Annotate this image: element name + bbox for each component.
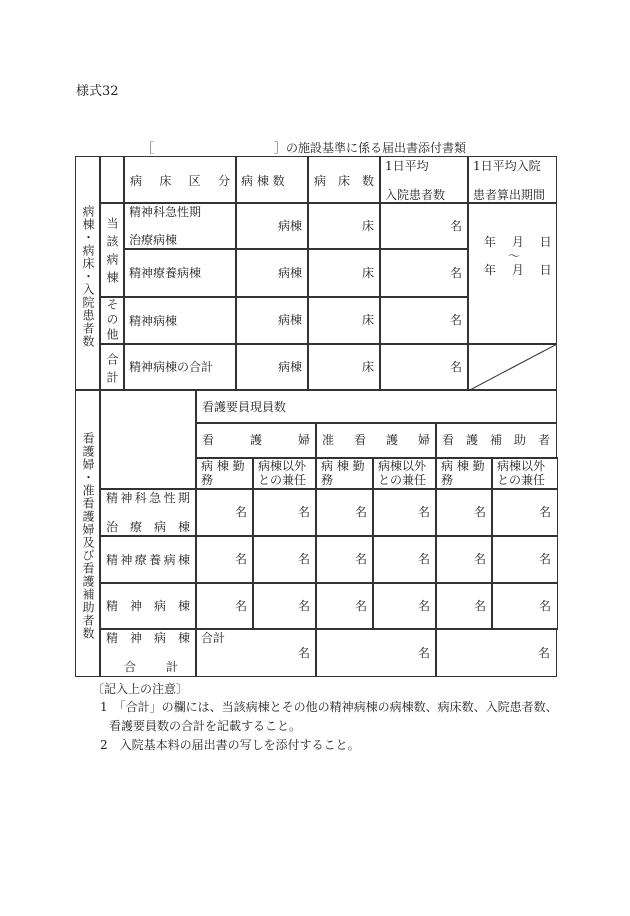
header-kubun[interactable] [123, 156, 237, 204]
cell-text: 名 [354, 505, 367, 519]
staff-count-input[interactable] [372, 535, 437, 584]
char: 護 [465, 433, 478, 447]
staff-count-input[interactable] [315, 582, 374, 630]
assoc-nurse-header[interactable] [315, 422, 437, 459]
sub-header-ward-duty[interactable] [435, 457, 493, 490]
cell-text: 名 [473, 552, 486, 566]
cell-text: 名 [234, 552, 247, 566]
blank-header[interactable] [99, 156, 125, 204]
note-1-cont: 看護要員数の合計を記載すること。 [109, 719, 302, 733]
cell-text: 合計 [105, 353, 119, 389]
char: 療 [129, 520, 142, 534]
group-total[interactable] [99, 343, 125, 391]
cell-text: 病棟 [277, 265, 302, 280]
cell-text: 1日平均入院 [473, 159, 541, 173]
char: 精 [106, 599, 119, 613]
char: 病 [153, 631, 166, 645]
char: 床 [337, 174, 350, 188]
char: 分 [217, 174, 230, 188]
staff-count-input[interactable] [435, 582, 493, 630]
char: 婦 [417, 433, 430, 447]
cell-text [106, 491, 190, 505]
staff-count-input[interactable] [435, 488, 493, 537]
cell-text: 名 [449, 218, 462, 233]
staff-count-input[interactable] [491, 488, 558, 537]
cell-text: 看護要員現員数 [202, 400, 287, 414]
cell-text: 名 [473, 598, 486, 613]
diagonal-line [468, 344, 557, 391]
cell-text: との兼任 [378, 473, 427, 487]
cell-text: 病 棟 勤 [441, 459, 485, 473]
beds-input-2[interactable] [307, 248, 381, 298]
note-2: 2 入院基本料の届出書の写しを添付すること。 [100, 738, 360, 752]
cell-text: 名 [473, 505, 486, 519]
cell-text: 精神療養病棟 [129, 266, 202, 280]
cell-text: 精神病棟 [129, 314, 178, 328]
cell-text [442, 433, 550, 447]
note-1: 1 「合計」の欄には、当該病棟とその他の精神病棟の病棟数、病床数、入院患者数、 [100, 700, 558, 714]
section2-side[interactable] [75, 389, 101, 677]
char: 精 [106, 491, 119, 505]
cell-text: 当該病棟 [105, 217, 119, 289]
cell-text: 年 月 日 [484, 263, 552, 277]
char: 急 [149, 491, 162, 505]
cell-text: 名 [538, 505, 551, 519]
char: 棟 [177, 520, 190, 534]
cell-text: 名 [297, 646, 310, 660]
staff-count-input[interactable] [195, 535, 254, 584]
cell-text: 床 [361, 218, 374, 233]
cell-text: 床 [361, 313, 374, 327]
char: 性 [163, 491, 176, 505]
cell-text: との兼任 [497, 473, 546, 487]
char: 護 [385, 433, 398, 447]
beds-input-3[interactable] [307, 296, 381, 345]
cell-text: 名 [297, 598, 310, 613]
cell-text: 名 [449, 265, 462, 280]
cell-text: 名 [417, 646, 430, 660]
patients-input-3[interactable] [379, 296, 469, 345]
group-current[interactable] [99, 202, 125, 298]
cell-text: 名 [234, 598, 247, 613]
char: 合 [124, 660, 137, 674]
cell-text: との兼任 [258, 473, 307, 487]
staff-count-input[interactable] [195, 582, 254, 630]
char: 補 [489, 433, 502, 447]
cell-text: 病 棟 勤 [321, 459, 365, 473]
header-period[interactable] [467, 156, 557, 204]
cell-text: 名 [449, 359, 462, 374]
cell-text: 病棟 [277, 359, 302, 374]
patients-input-4[interactable] [379, 343, 469, 391]
staff-count-input[interactable] [491, 582, 558, 630]
staff-count-input[interactable] [252, 582, 317, 630]
wards-input-3[interactable] [235, 296, 309, 345]
staff-row-label-total[interactable] [99, 628, 197, 677]
period-input[interactable] [467, 202, 557, 345]
char: 科 [134, 491, 147, 505]
staff-count-input[interactable] [252, 535, 317, 584]
char: 神 [120, 553, 133, 567]
total-aide-input[interactable] [435, 628, 557, 677]
char: 病 [130, 174, 143, 188]
wards-input-2[interactable] [235, 248, 309, 298]
beds-input-4[interactable] [307, 343, 381, 391]
char: 神 [120, 491, 133, 505]
char: 養 [149, 553, 162, 567]
cell-text: 年 月 日 [484, 235, 552, 249]
cell-text: 精神科急性期 [129, 205, 202, 219]
cell-text [106, 520, 190, 534]
cell-text [202, 433, 310, 447]
cell-text: 精神病棟の合計 [129, 360, 214, 374]
staff-count-input[interactable] [372, 582, 437, 630]
cell-text: 床 [361, 265, 374, 280]
char: 数 [361, 174, 374, 188]
cell-text: 務 [201, 473, 214, 487]
char: 神 [129, 599, 142, 613]
char: 棟 [177, 631, 190, 645]
cell-text: 名 [354, 552, 367, 566]
cell-text [106, 599, 190, 613]
cell-text: 名 [234, 505, 247, 519]
cell-text: 名 [538, 598, 551, 613]
cell-text: 病棟・病床・入院患者数 [81, 205, 95, 348]
cell-text [314, 174, 374, 188]
char: 助 [513, 433, 526, 447]
sub-header-concurrent[interactable] [491, 457, 558, 490]
cell-text: 名 [354, 598, 367, 613]
cell-text: 病棟以外 [258, 459, 307, 473]
row-label-2[interactable] [123, 248, 237, 298]
total-period-blank[interactable] [467, 343, 557, 391]
sub-header-concurrent[interactable] [252, 457, 317, 490]
sub-header-ward-duty[interactable] [315, 457, 374, 490]
cell-text: 治療病棟 [129, 233, 178, 247]
cell-text: 床 [361, 359, 374, 374]
cell-text: 入院患者数 [385, 188, 446, 202]
char: 病 [163, 553, 176, 567]
staff-header[interactable] [195, 389, 557, 424]
cell-text: 務 [441, 473, 454, 487]
total-nurse-input[interactable] [195, 628, 317, 677]
patients-input-1[interactable] [379, 202, 469, 250]
staff-count-input[interactable] [252, 488, 317, 537]
cell-text: 病 棟 勤 [201, 459, 245, 473]
header-beds[interactable] [307, 156, 381, 204]
row-label-4[interactable] [123, 343, 237, 391]
cell-text: 名 [297, 505, 310, 519]
char: 棟 [177, 599, 190, 613]
patients-input-2[interactable] [379, 248, 469, 298]
form-title: ［ ］の施設基準に係る届出書添付書類 [142, 141, 467, 155]
cell-text [124, 660, 178, 674]
form-number: 様式32 [76, 84, 119, 99]
header-wards[interactable] [235, 156, 309, 204]
row-label-1[interactable] [123, 202, 237, 250]
cell-text: 名 [449, 313, 462, 327]
staff-row-label-1[interactable] [99, 488, 197, 537]
staff-count-input[interactable] [195, 488, 254, 537]
staff-row-label-2[interactable] [99, 535, 197, 584]
char: 精 [106, 553, 119, 567]
staff-count-input[interactable] [435, 535, 493, 584]
cell-text: 名 [417, 598, 430, 613]
blank-header-2[interactable] [99, 389, 197, 490]
cell-text: 看護婦・准看護婦及び看護補助者数 [81, 432, 95, 640]
header-patients[interactable] [379, 156, 469, 204]
cell-text: 病棟 [277, 218, 302, 233]
sub-header-concurrent[interactable] [372, 457, 437, 490]
char: 病 [314, 174, 327, 188]
staff-row-label-3[interactable] [99, 582, 197, 630]
sub-header-ward-duty[interactable] [195, 457, 254, 490]
cell-text [106, 553, 190, 567]
cell-text: 名 [417, 552, 430, 566]
staff-count-input[interactable] [491, 535, 558, 584]
char: 期 [177, 491, 190, 505]
char: 棟 [177, 553, 190, 567]
cell-text: ～ [508, 249, 521, 263]
beds-input-1[interactable] [307, 202, 381, 250]
staff-count-input[interactable] [315, 488, 374, 537]
cell-text [130, 174, 230, 188]
char: 護 [249, 433, 262, 447]
wards-input-1[interactable] [235, 202, 309, 250]
cell-text: 1日平均 [385, 159, 429, 173]
aide-header[interactable] [435, 422, 557, 459]
cell-text: 病棟以外 [378, 459, 427, 473]
char: 療 [134, 553, 147, 567]
staff-count-input[interactable] [372, 488, 437, 537]
cell-text: 名 [417, 505, 430, 519]
cell-text: 病棟 [277, 313, 302, 327]
cell-text [106, 631, 190, 645]
char: 准 [322, 433, 335, 447]
cell-text: 合計 [201, 631, 226, 645]
cell-text: 病 棟 数 [241, 174, 285, 188]
cell-text: 名 [537, 646, 550, 660]
total-assoc-input[interactable] [315, 628, 437, 677]
char: 区 [188, 174, 201, 188]
section1-side[interactable] [75, 156, 101, 391]
char: 看 [353, 433, 366, 447]
cell-text: 患者算出期間 [473, 188, 546, 202]
char: 治 [106, 520, 119, 534]
char: 病 [153, 520, 166, 534]
char: 婦 [297, 433, 310, 447]
notes-heading: 〔記入上の注意〕 [92, 682, 189, 696]
cell-text: その他 [105, 298, 119, 343]
char: 者 [537, 433, 550, 447]
cell-text: 務 [321, 473, 334, 487]
cell-text [322, 433, 430, 447]
char: 病 [153, 599, 166, 613]
cell-text: 名 [297, 552, 310, 566]
wards-input-4[interactable] [235, 343, 309, 391]
nurse-header[interactable] [195, 422, 317, 459]
row-label-3[interactable] [123, 296, 237, 345]
char: 床 [159, 174, 172, 188]
char: 看 [202, 433, 215, 447]
char: 計 [165, 660, 178, 674]
cell-text: 病棟以外 [497, 459, 546, 473]
char: 看 [442, 433, 455, 447]
char: 神 [129, 631, 142, 645]
group-other[interactable] [99, 296, 125, 345]
cell-text: 名 [538, 552, 551, 566]
staff-count-input[interactable] [315, 535, 374, 584]
char: 精 [106, 631, 119, 645]
